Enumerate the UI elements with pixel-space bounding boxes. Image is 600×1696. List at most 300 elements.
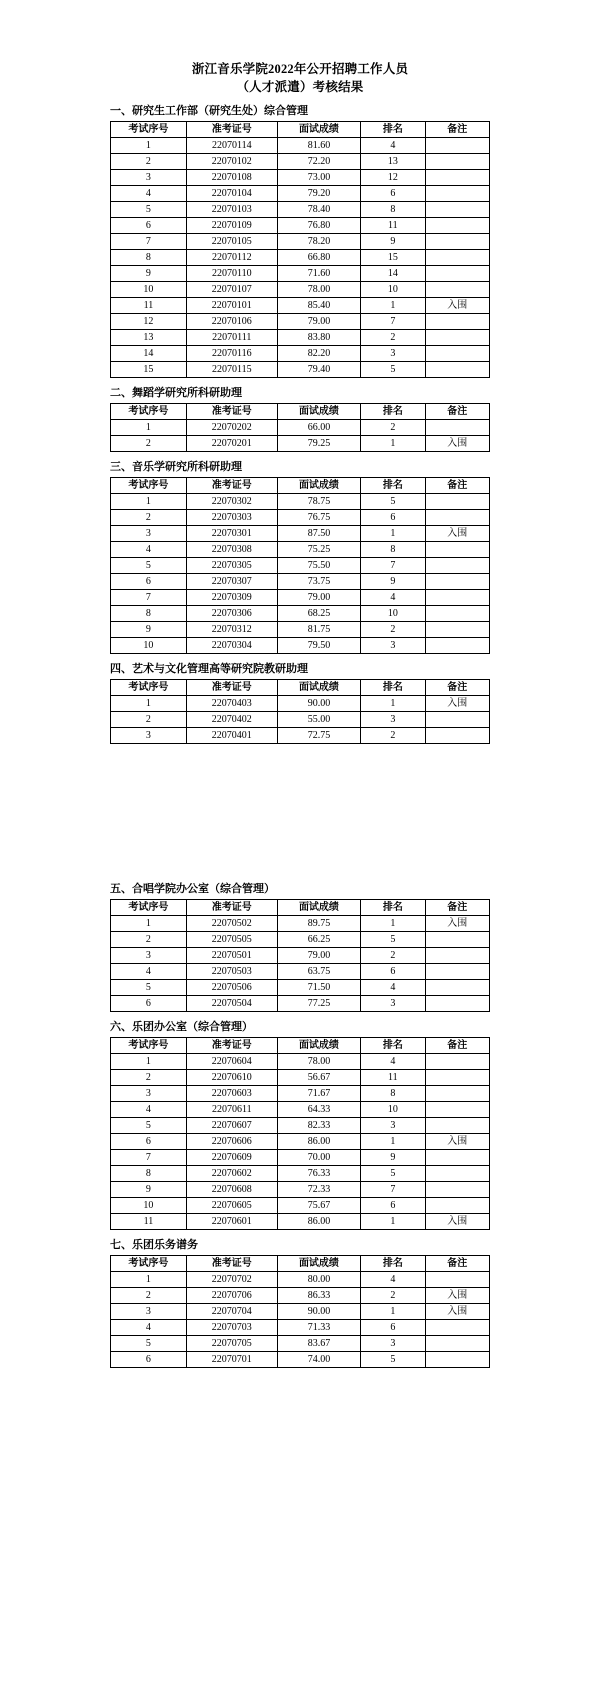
cell-code: 22070305: [186, 558, 277, 574]
cell-rank: 3: [361, 638, 425, 654]
cell-code: 22070106: [186, 314, 277, 330]
page-title: [110, 60, 490, 96]
cell-num: 10: [111, 1198, 187, 1214]
cell-rank: 6: [361, 1320, 425, 1336]
cell-score: 86.00: [277, 1134, 360, 1150]
cell-num: 4: [111, 1102, 187, 1118]
cell-rank: 15: [361, 250, 425, 266]
cell-code: 22070101: [186, 298, 277, 314]
cell-rank: 2: [361, 1288, 425, 1304]
cell-score: 79.00: [277, 314, 360, 330]
table-row: [111, 494, 490, 510]
cell-num: 2: [111, 1070, 187, 1086]
cell-score: 79.20: [277, 186, 360, 202]
cell-score: 64.33: [277, 1102, 360, 1118]
cell-score: 83.80: [277, 330, 360, 346]
cell-score: 81.75: [277, 622, 360, 638]
cell-code: 22070111: [186, 330, 277, 346]
column-header: 排名: [361, 404, 425, 420]
cell-score: 78.40: [277, 202, 360, 218]
cell-code: 22070116: [186, 346, 277, 362]
cell-score: 90.00: [277, 1304, 360, 1320]
cell-note: [425, 712, 489, 728]
table-row: [111, 1304, 490, 1320]
cell-score: 78.20: [277, 234, 360, 250]
cell-num: 3: [111, 1086, 187, 1102]
cell-note: [425, 250, 489, 266]
sections-container: [110, 103, 490, 1368]
cell-num: 1: [111, 1054, 187, 1070]
cell-rank: 7: [361, 558, 425, 574]
cell-num: 2: [111, 436, 187, 452]
table-row: [111, 948, 490, 964]
table-header-row: [111, 122, 490, 138]
table-row: [111, 314, 490, 330]
column-header: 考试序号: [111, 900, 187, 916]
cell-score: 72.20: [277, 154, 360, 170]
table-row: [111, 1336, 490, 1352]
column-header: 考试序号: [111, 122, 187, 138]
cell-rank: 4: [361, 138, 425, 154]
section-heading: 一、研究生工作部（研究生处）综合管理: [110, 105, 308, 117]
cell-score: 82.20: [277, 346, 360, 362]
column-header: 准考证号: [186, 900, 277, 916]
cell-code: 22070202: [186, 420, 277, 436]
cell-num: 6: [111, 1134, 187, 1150]
cell-rank: 7: [361, 314, 425, 330]
column-header: 备注: [425, 478, 489, 494]
table-row: [111, 590, 490, 606]
cell-rank: 3: [361, 996, 425, 1012]
table-row: [111, 638, 490, 654]
cell-rank: 8: [361, 1086, 425, 1102]
column-header: 面试成绩: [277, 680, 360, 696]
table-row: [111, 218, 490, 234]
cell-num: 4: [111, 964, 187, 980]
cell-code: 22070610: [186, 1070, 277, 1086]
cell-rank: 10: [361, 1102, 425, 1118]
cell-note: [425, 510, 489, 526]
cell-score: 72.75: [277, 728, 360, 744]
cell-num: 1: [111, 1272, 187, 1288]
table-header-row: [111, 478, 490, 494]
cell-code: 22070703: [186, 1320, 277, 1336]
cell-rank: 1: [361, 696, 425, 712]
column-header: 准考证号: [186, 122, 277, 138]
cell-score: 85.40: [277, 298, 360, 314]
cell-rank: 2: [361, 420, 425, 436]
cell-score: 86.00: [277, 1214, 360, 1230]
cell-rank: 7: [361, 1182, 425, 1198]
table-row: [111, 1102, 490, 1118]
cell-code: 22070704: [186, 1304, 277, 1320]
table-row: [111, 202, 490, 218]
cell-code: 22070506: [186, 980, 277, 996]
cell-code: 22070304: [186, 638, 277, 654]
cell-score: 78.75: [277, 494, 360, 510]
cell-num: 8: [111, 606, 187, 622]
table-row: [111, 1150, 490, 1166]
cell-rank: 1: [361, 526, 425, 542]
cell-num: 1: [111, 138, 187, 154]
cell-num: 6: [111, 1352, 187, 1368]
cell-rank: 13: [361, 154, 425, 170]
section-heading: 五、合唱学院办公室（综合管理）: [110, 883, 275, 895]
cell-score: 77.25: [277, 996, 360, 1012]
cell-score: 75.50: [277, 558, 360, 574]
cell-note: [425, 1336, 489, 1352]
cell-code: 22070602: [186, 1166, 277, 1182]
cell-num: 4: [111, 1320, 187, 1336]
table-row: [111, 250, 490, 266]
table-row: [111, 298, 490, 314]
table-row: [111, 542, 490, 558]
section-heading: 六、乐团办公室（综合管理）: [110, 1021, 253, 1033]
table-row: [111, 1134, 490, 1150]
cell-num: 9: [111, 1182, 187, 1198]
cell-note: [425, 622, 489, 638]
cell-code: 22070611: [186, 1102, 277, 1118]
cell-note: 入围: [425, 1214, 489, 1230]
page-title-line1: 浙江音乐学院2022年公开招聘工作人员: [191, 62, 409, 76]
cell-num: 15: [111, 362, 187, 378]
cell-rank: 8: [361, 542, 425, 558]
cell-num: 13: [111, 330, 187, 346]
cell-note: 入围: [425, 696, 489, 712]
cell-rank: 6: [361, 1198, 425, 1214]
table-row: [111, 606, 490, 622]
cell-code: 22070706: [186, 1288, 277, 1304]
cell-rank: 1: [361, 298, 425, 314]
column-header: 排名: [361, 1038, 425, 1054]
column-header: 考试序号: [111, 404, 187, 420]
table-row: [111, 1352, 490, 1368]
cell-num: 6: [111, 996, 187, 1012]
table-row: [111, 964, 490, 980]
cell-score: 66.80: [277, 250, 360, 266]
column-header: 备注: [425, 1256, 489, 1272]
cell-code: 22070308: [186, 542, 277, 558]
cell-note: [425, 186, 489, 202]
cell-num: 8: [111, 1166, 187, 1182]
section-heading: 七、乐团乐务谱务: [110, 1239, 198, 1251]
cell-score: 79.40: [277, 362, 360, 378]
cell-note: [425, 606, 489, 622]
page-title-line2: （人才派遣）考核结果: [236, 80, 364, 94]
cell-rank: 10: [361, 282, 425, 298]
cell-score: 87.50: [277, 526, 360, 542]
cell-code: 22070603: [186, 1086, 277, 1102]
cell-note: 入围: [425, 298, 489, 314]
cell-note: [425, 1070, 489, 1086]
table-header-row: [111, 1256, 490, 1272]
cell-note: [425, 362, 489, 378]
column-header: 准考证号: [186, 680, 277, 696]
column-header: 考试序号: [111, 1038, 187, 1054]
cell-code: 22070702: [186, 1272, 277, 1288]
cell-num: 6: [111, 218, 187, 234]
table-row: [111, 1166, 490, 1182]
cell-code: 22070503: [186, 964, 277, 980]
cell-score: 89.75: [277, 916, 360, 932]
cell-note: [425, 218, 489, 234]
table-row: [111, 1070, 490, 1086]
cell-score: 71.50: [277, 980, 360, 996]
cell-rank: 5: [361, 1352, 425, 1368]
cell-num: 1: [111, 696, 187, 712]
cell-rank: 8: [361, 202, 425, 218]
cell-rank: 12: [361, 170, 425, 186]
cell-num: 10: [111, 282, 187, 298]
cell-code: 22070307: [186, 574, 277, 590]
cell-rank: 4: [361, 1054, 425, 1070]
table-row: [111, 996, 490, 1012]
column-header: 排名: [361, 680, 425, 696]
cell-score: 75.25: [277, 542, 360, 558]
results-table: [110, 679, 490, 744]
cell-note: [425, 1150, 489, 1166]
table-row: [111, 170, 490, 186]
cell-num: 2: [111, 712, 187, 728]
cell-num: 4: [111, 186, 187, 202]
cell-code: 22070601: [186, 1214, 277, 1230]
cell-score: 56.67: [277, 1070, 360, 1086]
cell-rank: 11: [361, 1070, 425, 1086]
cell-note: [425, 1198, 489, 1214]
cell-note: [425, 266, 489, 282]
column-header: 面试成绩: [277, 404, 360, 420]
cell-note: [425, 138, 489, 154]
cell-num: 9: [111, 266, 187, 282]
cell-note: [425, 590, 489, 606]
cell-code: 22070609: [186, 1150, 277, 1166]
table-row: [111, 622, 490, 638]
table-row: [111, 558, 490, 574]
cell-note: [425, 558, 489, 574]
column-header: 考试序号: [111, 680, 187, 696]
cell-score: 72.33: [277, 1182, 360, 1198]
cell-note: [425, 1054, 489, 1070]
cell-score: 63.75: [277, 964, 360, 980]
cell-note: 入围: [425, 1134, 489, 1150]
cell-num: 3: [111, 170, 187, 186]
table-row: [111, 420, 490, 436]
cell-rank: 5: [361, 494, 425, 510]
cell-rank: 4: [361, 1272, 425, 1288]
cell-rank: 5: [361, 932, 425, 948]
cell-score: 79.00: [277, 590, 360, 606]
column-header: 准考证号: [186, 1256, 277, 1272]
cell-note: [425, 932, 489, 948]
cell-num: 1: [111, 494, 187, 510]
table-row: [111, 696, 490, 712]
cell-note: [425, 1182, 489, 1198]
cell-code: 22070104: [186, 186, 277, 202]
cell-note: [425, 202, 489, 218]
cell-rank: 1: [361, 1304, 425, 1320]
cell-score: 76.75: [277, 510, 360, 526]
cell-code: 22070114: [186, 138, 277, 154]
cell-rank: 3: [361, 1118, 425, 1134]
table-row: [111, 282, 490, 298]
cell-code: 22070309: [186, 590, 277, 606]
cell-num: 5: [111, 202, 187, 218]
column-header: 准考证号: [186, 404, 277, 420]
table-row: [111, 1214, 490, 1230]
cell-code: 22070608: [186, 1182, 277, 1198]
cell-note: [425, 1166, 489, 1182]
column-header: 排名: [361, 900, 425, 916]
table-header-row: [111, 680, 490, 696]
cell-code: 22070103: [186, 202, 277, 218]
column-header: 备注: [425, 680, 489, 696]
results-table: [110, 477, 490, 654]
cell-score: 79.00: [277, 948, 360, 964]
cell-note: [425, 1320, 489, 1336]
cell-note: [425, 964, 489, 980]
cell-code: 22070402: [186, 712, 277, 728]
table-row: [111, 1182, 490, 1198]
column-header: 备注: [425, 404, 489, 420]
cell-rank: 6: [361, 186, 425, 202]
cell-note: [425, 1272, 489, 1288]
cell-num: 3: [111, 1304, 187, 1320]
cell-rank: 9: [361, 1150, 425, 1166]
cell-code: 22070102: [186, 154, 277, 170]
cell-rank: 1: [361, 916, 425, 932]
results-table: [110, 1037, 490, 1230]
cell-num: 3: [111, 526, 187, 542]
cell-code: 22070504: [186, 996, 277, 1012]
cell-note: [425, 1352, 489, 1368]
table-row: [111, 1086, 490, 1102]
cell-score: 78.00: [277, 282, 360, 298]
cell-note: [425, 314, 489, 330]
column-header: 面试成绩: [277, 122, 360, 138]
cell-score: 66.25: [277, 932, 360, 948]
cell-num: 7: [111, 234, 187, 250]
cell-code: 22070115: [186, 362, 277, 378]
cell-num: 2: [111, 154, 187, 170]
cell-note: [425, 638, 489, 654]
cell-rank: 6: [361, 510, 425, 526]
cell-score: 55.00: [277, 712, 360, 728]
table-row: [111, 346, 490, 362]
column-header: 备注: [425, 122, 489, 138]
cell-note: [425, 282, 489, 298]
results-table: [110, 403, 490, 452]
cell-num: 1: [111, 916, 187, 932]
cell-rank: 11: [361, 218, 425, 234]
cell-code: 22070301: [186, 526, 277, 542]
cell-rank: 5: [361, 362, 425, 378]
cell-rank: 1: [361, 1134, 425, 1150]
cell-num: 1: [111, 420, 187, 436]
cell-note: [425, 728, 489, 744]
cell-note: [425, 574, 489, 590]
cell-code: 22070306: [186, 606, 277, 622]
cell-num: 2: [111, 932, 187, 948]
column-header: 面试成绩: [277, 1038, 360, 1054]
cell-note: [425, 330, 489, 346]
cell-score: 68.25: [277, 606, 360, 622]
cell-rank: 9: [361, 234, 425, 250]
table-row: [111, 932, 490, 948]
table-row: [111, 1288, 490, 1304]
cell-note: [425, 996, 489, 1012]
cell-code: 22070606: [186, 1134, 277, 1150]
table-row: [111, 186, 490, 202]
table-row: [111, 1320, 490, 1336]
results-table: [110, 121, 490, 378]
cell-score: 83.67: [277, 1336, 360, 1352]
cell-num: 5: [111, 1336, 187, 1352]
results-table: [110, 899, 490, 1012]
cell-num: 4: [111, 542, 187, 558]
cell-score: 79.25: [277, 436, 360, 452]
cell-rank: 1: [361, 436, 425, 452]
cell-num: 9: [111, 622, 187, 638]
column-header: 备注: [425, 1038, 489, 1054]
cell-note: [425, 948, 489, 964]
cell-score: 86.33: [277, 1288, 360, 1304]
cell-num: 5: [111, 980, 187, 996]
cell-code: 22070607: [186, 1118, 277, 1134]
cell-num: 3: [111, 948, 187, 964]
table-header-row: [111, 900, 490, 916]
cell-num: 3: [111, 728, 187, 744]
cell-score: 74.00: [277, 1352, 360, 1368]
table-row: [111, 728, 490, 744]
cell-score: 73.75: [277, 574, 360, 590]
cell-code: 22070108: [186, 170, 277, 186]
cell-rank: 9: [361, 574, 425, 590]
cell-note: [425, 980, 489, 996]
table-header-row: [111, 1038, 490, 1054]
table-row: [111, 154, 490, 170]
table-row: [111, 712, 490, 728]
column-header: 准考证号: [186, 478, 277, 494]
cell-num: 5: [111, 1118, 187, 1134]
cell-code: 22070109: [186, 218, 277, 234]
cell-num: 7: [111, 1150, 187, 1166]
table-row: [111, 266, 490, 282]
cell-code: 22070312: [186, 622, 277, 638]
cell-rank: 2: [361, 948, 425, 964]
cell-num: 11: [111, 298, 187, 314]
table-row: [111, 574, 490, 590]
table-row: [111, 1054, 490, 1070]
cell-num: 6: [111, 574, 187, 590]
cell-note: [425, 420, 489, 436]
cell-code: 22070705: [186, 1336, 277, 1352]
cell-score: 70.00: [277, 1150, 360, 1166]
column-header: 排名: [361, 478, 425, 494]
cell-score: 90.00: [277, 696, 360, 712]
table-row: [111, 330, 490, 346]
cell-note: 入围: [425, 1288, 489, 1304]
cell-code: 22070505: [186, 932, 277, 948]
table-row: [111, 234, 490, 250]
cell-note: [425, 542, 489, 558]
cell-rank: 4: [361, 980, 425, 996]
cell-rank: 3: [361, 1336, 425, 1352]
cell-code: 22070105: [186, 234, 277, 250]
cell-code: 22070403: [186, 696, 277, 712]
page-break-gap: [110, 744, 490, 874]
cell-score: 79.50: [277, 638, 360, 654]
cell-score: 75.67: [277, 1198, 360, 1214]
